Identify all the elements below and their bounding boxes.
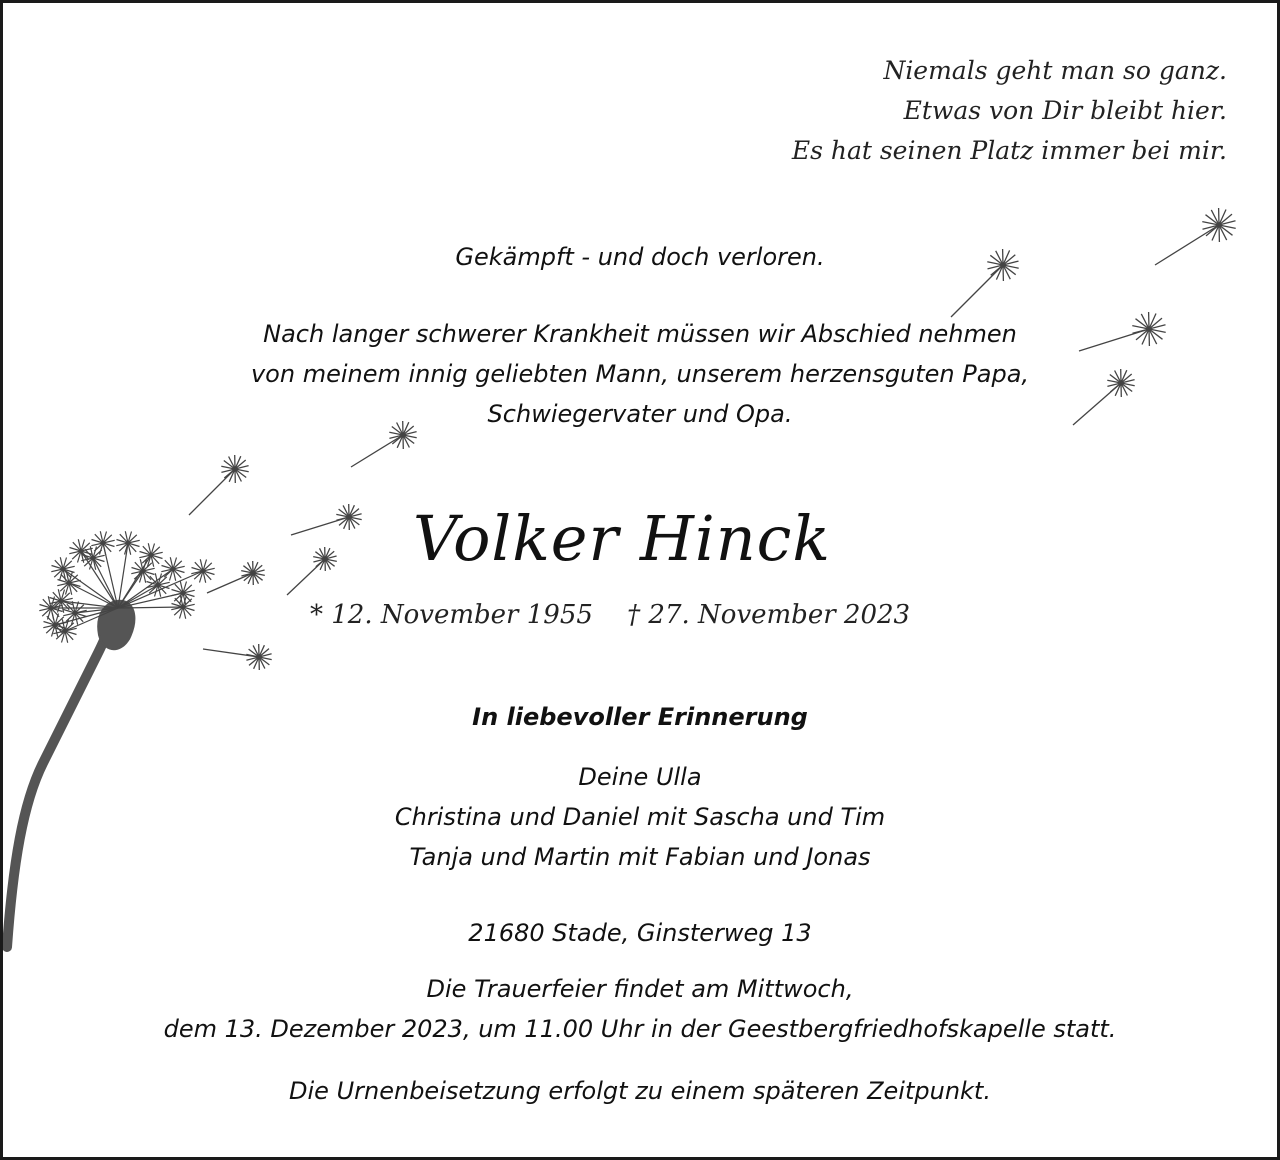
address: 21680 Stade, Ginsterweg 13 bbox=[468, 919, 812, 947]
poem-line: Etwas von Dir bleibt hier. bbox=[903, 96, 1227, 125]
mourner-line: Christina und Daniel mit Sascha und Tim bbox=[394, 803, 886, 831]
service-line: Die Trauerfeier findet am Mittwoch, bbox=[426, 975, 854, 1003]
mourner-line: Tanja und Martin mit Fabian und Jonas bbox=[409, 843, 871, 871]
life-dates bbox=[310, 595, 1010, 635]
deceased-name: Volker Hinck bbox=[413, 502, 831, 575]
poem bbox=[792, 51, 1227, 171]
mourners-heading: In liebevoller Erinnerung bbox=[472, 703, 808, 731]
death-date: † 27. November 2023 bbox=[627, 600, 911, 630]
burial-note: Die Urnenbeisetzung erfolgt zu einem späteren Zeitpunkt. bbox=[289, 1077, 991, 1105]
intro-line: Schwiegervater und Opa. bbox=[487, 400, 793, 428]
service-line: dem 13. Dezember 2023, um 11.00 Uhr in der Geestbergfriedhofskapelle statt. bbox=[163, 1015, 1117, 1043]
birth-date: * 12. November 1955 bbox=[310, 600, 593, 630]
mourner-line: Deine Ulla bbox=[578, 763, 702, 791]
poem-line: Es hat seinen Platz immer bei mir. bbox=[791, 136, 1227, 165]
intro-line: Nach langer schwerer Krankheit müssen wir Abschied nehmen bbox=[263, 320, 1017, 348]
intro-line: von meinem innig geliebten Mann, unserem herzensguten Papa, bbox=[250, 360, 1030, 388]
motto: Gekämpft - und doch verloren. bbox=[455, 243, 825, 271]
poem-line: Niemals geht man so ganz. bbox=[883, 56, 1227, 85]
